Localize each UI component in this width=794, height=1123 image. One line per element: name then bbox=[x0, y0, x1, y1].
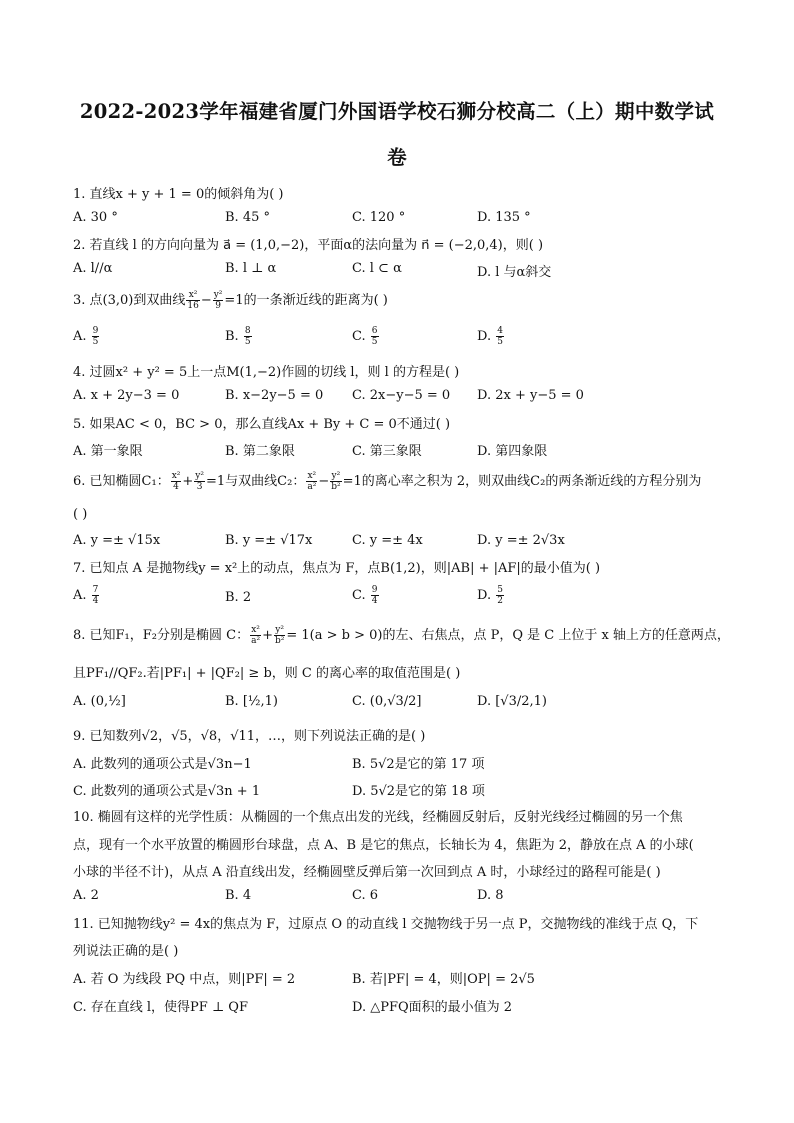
question-10-line1: 10. 椭圆有这样的光学性质：从椭圆的一个焦点出发的光线，经椭圆反射后，反射光线经过椭圆的另一个焦 bbox=[73, 810, 683, 825]
q9-option-b[interactable]: B. 5√2是它的第 17 项 bbox=[352, 757, 485, 772]
q3-stem-post: =1的一条渐近线的距离为( ) bbox=[224, 293, 388, 308]
q3-frac-x: $\frac{\text{x²}}{16}$ bbox=[187, 290, 199, 311]
question-9: 9. 已知数列√2，√5，√8，√11，…，则下列说法正确的是( ) bbox=[73, 729, 426, 744]
q8-stem-post: = 1(a > b > 0)的左、右焦点，点 P，Q 是 C 上位于 x 轴上方的任意两点， bbox=[286, 628, 730, 643]
q8-option-c[interactable]: C. (0,√3/2] bbox=[352, 694, 422, 709]
q6-stem-pre: 6. 已知椭圆C₁： bbox=[73, 474, 170, 489]
question-6-options bbox=[73, 533, 733, 551]
question-9-options-row1 bbox=[73, 753, 733, 771]
q1-option-b[interactable]: B. 45 ° bbox=[225, 210, 270, 225]
q1-option-a[interactable]: A. 30 ° bbox=[73, 210, 118, 225]
q6-stem-post: =1的离心率之积为 2，则双曲线C₂的两条渐近线的方程分别为 bbox=[342, 474, 702, 489]
q11-option-c[interactable]: C. 存在直线 l，使得PF ⊥ QF bbox=[73, 1000, 248, 1015]
question-10-line3: 小球的半径不计)，从点 A 沿直线出发，经椭圆壁反弹后第一次回到点 A 时，小球经过的路程可能是( ) bbox=[73, 865, 661, 880]
question-2-options bbox=[73, 261, 733, 279]
q1-option-c[interactable]: C. 120 ° bbox=[352, 210, 406, 225]
q11-option-a[interactable]: A. 若 O 为线段 PQ 中点，则|PF| = 2 bbox=[73, 972, 296, 987]
q9-option-c[interactable]: C. 此数列的通项公式是√3n + 1 bbox=[73, 784, 261, 799]
question-6-line2: ( ) bbox=[73, 507, 88, 522]
q7-option-c[interactable]: C. $\frac{9}{4}$ bbox=[352, 585, 378, 606]
q7-option-d[interactable]: D. $\frac{5}{2}$ bbox=[477, 585, 503, 606]
question-1: 1. 直线x + y + 1 = 0的倾斜角为( ) bbox=[73, 187, 284, 202]
q5-option-b[interactable]: B. 第二象限 bbox=[225, 444, 295, 459]
q4-option-d[interactable]: D. 2x + y−5 = 0 bbox=[477, 388, 584, 403]
q10-option-b[interactable]: B. 4 bbox=[225, 888, 252, 903]
question-8-options bbox=[73, 694, 733, 712]
q4-option-c[interactable]: C. 2x−y−5 = 0 bbox=[352, 388, 451, 403]
question-8: 8. 已知F₁，F₂分别是椭圆 C： $\frac{\text{x²}}{\text{a²}}$ + $\frac{\text{y²}}{\text{b²}}$ = 1(a > b > 0)的左、右焦点，点 P，Q 是 C 上位于 x 轴上方的任意两点， bbox=[73, 625, 730, 646]
q6-option-c[interactable]: C. y =± 4x bbox=[352, 533, 423, 548]
q2-option-a[interactable]: A. l//α bbox=[73, 261, 113, 276]
q3-frac-y: $\frac{\text{y²}}{9}$ bbox=[213, 290, 223, 311]
q10-option-c[interactable]: C. 6 bbox=[352, 888, 379, 903]
question-11-line1: 11. 已知抛物线y² = 4x的焦点为 F，过原点 O 的动直线 l 交抛物线于另一点 P，交抛物线的准线于点 Q，下 bbox=[73, 917, 699, 932]
question-3-options bbox=[73, 326, 733, 350]
question-11-options-row2 bbox=[73, 996, 733, 1014]
q8-option-d[interactable]: D. [√3/2,1) bbox=[477, 694, 547, 709]
question-5: 5. 如果AC < 0，BC > 0，那么直线Ax + By + C = 0不通过( ) bbox=[73, 417, 451, 432]
q4-option-b[interactable]: B. x−2y−5 = 0 bbox=[225, 388, 324, 403]
q4-option-a[interactable]: A. x + 2y−3 = 0 bbox=[73, 388, 180, 403]
question-10-options bbox=[73, 888, 733, 906]
q6-option-d[interactable]: D. y =± 2√3x bbox=[477, 533, 565, 548]
exam-title-line1: 2022-2023学年福建省厦门外国语学校石狮分校高二（上）期中数学试 bbox=[79, 100, 715, 123]
q3-option-c[interactable]: C. $\frac{6}{5}$ bbox=[352, 326, 378, 347]
q8-option-a[interactable]: A. (0,½] bbox=[73, 694, 126, 709]
question-4-options bbox=[73, 388, 733, 406]
question-9-options-row2 bbox=[73, 780, 733, 798]
q11-option-b[interactable]: B. 若|PF| = 4，则|OP| = 2√5 bbox=[352, 972, 535, 987]
q2-option-b[interactable]: B. l ⊥ α bbox=[225, 261, 277, 276]
question-10-line2: 点，现有一个水平放置的椭圆形台球盘，点 A、B 是它的焦点，长轴长为 4，焦距为 2，静放在点 A 的小球( bbox=[73, 838, 694, 853]
question-7-options bbox=[73, 585, 733, 609]
q11-option-d[interactable]: D. △PFQ面积的最小值为 2 bbox=[352, 1000, 513, 1015]
question-1-options bbox=[73, 210, 733, 228]
q6-option-a[interactable]: A. y =± √15x bbox=[73, 533, 161, 548]
question-11-line2: 列说法正确的是( ) bbox=[73, 944, 179, 959]
q1-option-d[interactable]: D. 135 ° bbox=[477, 210, 531, 225]
q6-stem-mid: =1与双曲线C₂： bbox=[206, 474, 306, 489]
q6-option-b[interactable]: B. y =± √17x bbox=[225, 533, 313, 548]
q9-option-d[interactable]: D. 5√2是它的第 18 项 bbox=[352, 784, 485, 799]
q3-stem-pre: 3. 点(3,0)到双曲线 bbox=[73, 293, 186, 308]
question-6: 6. 已知椭圆C₁： $\frac{\text{x²}}{4}$ + $\frac{\text{y²}}{3}$ =1与双曲线C₂： $\frac{\text{x²}}{\text{a²}}$ − $\frac{\text{y²}}{\text{b²}}$ =1的离心率之积为 2，则双曲线C₂的两条渐近线的方程分别为 bbox=[73, 471, 702, 492]
q10-option-d[interactable]: D. 8 bbox=[477, 888, 504, 903]
q7-option-a[interactable]: A. $\frac{7}{4}$ bbox=[73, 585, 99, 606]
q5-option-c[interactable]: C. 第三象限 bbox=[352, 444, 422, 459]
q8-option-b[interactable]: B. [½,1) bbox=[225, 694, 278, 709]
q2-option-c[interactable]: C. l ⊂ α bbox=[352, 261, 402, 276]
q5-option-d[interactable]: D. 第四象限 bbox=[477, 444, 548, 459]
q10-option-a[interactable]: A. 2 bbox=[73, 888, 99, 903]
q7-option-b[interactable]: B. 2 bbox=[225, 590, 252, 605]
question-4: 4. 过圆x² + y² = 5上一点M(1,−2)作圆的切线 l，则 l 的方程是( ) bbox=[73, 365, 460, 380]
q3-option-b[interactable]: B. $\frac{8}{5}$ bbox=[225, 326, 251, 347]
question-5-options bbox=[73, 440, 733, 458]
question-7: 7. 已知点 A 是抛物线y = x²上的动点，焦点为 F，点B(1,2)，则|AB| + |AF|的最小值为( ) bbox=[73, 561, 601, 576]
q9-option-a[interactable]: A. 此数列的通项公式是√3n−1 bbox=[73, 757, 252, 772]
q2-option-d[interactable]: D. l 与α斜交 bbox=[477, 265, 552, 280]
exam-title-line2: 卷 bbox=[387, 146, 407, 169]
q5-option-a[interactable]: A. 第一象限 bbox=[73, 444, 143, 459]
question-11-options-row1 bbox=[73, 968, 733, 986]
q3-option-d[interactable]: D. $\frac{4}{5}$ bbox=[477, 326, 503, 347]
q3-option-a[interactable]: A. $\frac{9}{5}$ bbox=[73, 326, 99, 347]
question-3: 3. 点(3,0)到双曲线 $\frac{\text{x²}}{16}$ − $\frac{\text{y²}}{9}$ =1的一条渐近线的距离为( ) bbox=[73, 290, 388, 311]
q8-stem-pre: 8. 已知F₁，F₂分别是椭圆 C： bbox=[73, 628, 250, 643]
question-2: 2. 若直线 l 的方向向量为 a⃗ = (1,0,−2)，平面α的法向量为 n⃗ = (−2,0,4)，则( ) bbox=[73, 238, 544, 253]
question-8-line2: 且PF₁//QF₂.若|PF₁| + |QF₂| ≥ b，则 C 的离心率的取值范围是( ) bbox=[73, 666, 461, 681]
